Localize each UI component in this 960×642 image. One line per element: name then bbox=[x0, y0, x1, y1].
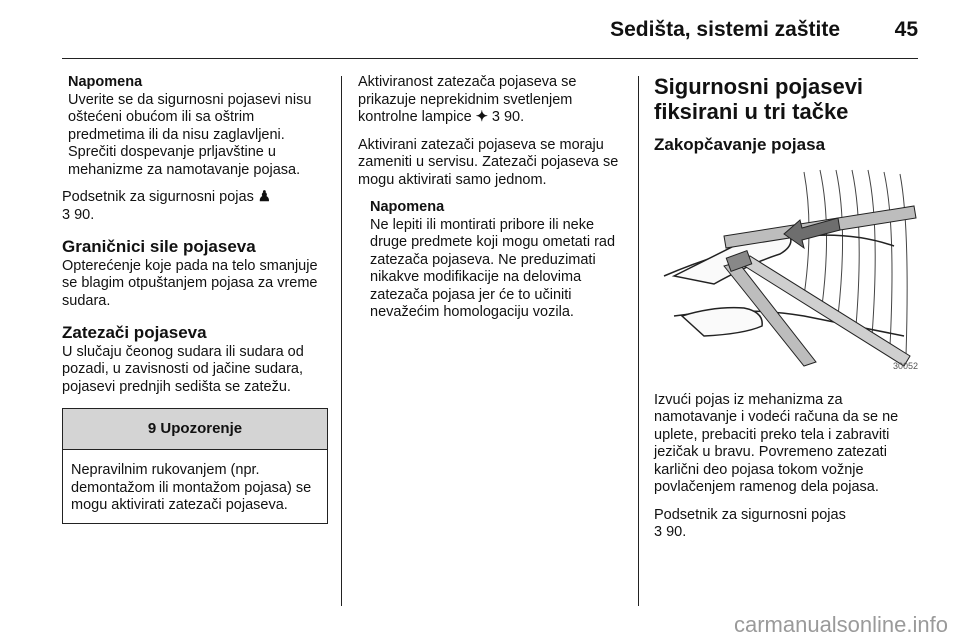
watermark: carmanualsonline.info bbox=[733, 612, 948, 637]
section-text-pretensioners: U slučaju čeonog sudara ili sudara od pozadi, u zavisnosti od jačine sudara, pojasevi prednjih sedišta se zatežu. bbox=[62, 343, 304, 395]
page-number: 45 bbox=[894, 18, 918, 41]
note-title: Napomena bbox=[370, 199, 445, 215]
note-block bbox=[62, 74, 328, 179]
reminder-text: Podsetnik za sigurnosni pojas bbox=[654, 506, 846, 523]
note-title: Napomena bbox=[68, 74, 143, 90]
indicator-text: Aktiviranost zatezača pojaseva se prikazuje neprekidnim svetlenjem kontrolne lampice bbox=[358, 74, 577, 125]
reminder-paragraph bbox=[654, 507, 922, 542]
section-heading-force-limiters: Graničnici sile pojaseva bbox=[62, 237, 256, 256]
note-block bbox=[364, 199, 624, 322]
column-divider-right bbox=[638, 76, 639, 606]
seatbelt-fastening-drawing bbox=[654, 166, 922, 378]
seatbelt-icon: ♟ bbox=[257, 189, 271, 205]
page-reference: 3 90. bbox=[62, 206, 95, 223]
note-text: Uverite se da sigurnosni pojasevi nisu oštećeni obućom ili sa oštrim predmetima ili da nisu zaglavljeni. Sprečiti dospevanje prljavštine u mehanizme za namotavanje pojasa. bbox=[68, 91, 312, 178]
reminder-paragraph bbox=[62, 189, 328, 224]
warning-text: Nepravilnim rukovanjem (npr. demontažom ili montažom pojasa) se mogu aktivirati zatezači pojaseva. bbox=[71, 462, 312, 513]
warning-title: 9 Upozorenje bbox=[63, 409, 327, 450]
warning-box bbox=[62, 408, 328, 524]
reminder-text: Podsetnik za sigurnosni pojas bbox=[62, 189, 254, 205]
column-right bbox=[654, 74, 922, 552]
note-text: Ne lepiti ili montirati pribore ili neke druge predmete koji mogu ometati rad zatezača pojaseva. Ne preduzimati nikakve modifikacije na delovima zatezača pojasa jer će to učiniti nevažećim homologaciju vozila. bbox=[370, 216, 616, 320]
indicator-paragraph bbox=[358, 74, 624, 127]
column-left bbox=[62, 74, 328, 524]
page-reference: 3 90. bbox=[491, 109, 525, 125]
header-rule bbox=[62, 58, 918, 59]
page-header bbox=[62, 14, 918, 54]
page-title: Sedišta, sistemi zaštite bbox=[610, 18, 840, 41]
fastening-instructions: Izvući pojas iz mehanizma za namotavanje i vodeći računa da se ne uplete, prebaciti preko tela i zabraviti jezičak u bravu. Povremeno zatezati karlični deo pojasa tokom vožnje povlačenjem ramenog dela pojasa. bbox=[654, 391, 899, 495]
section-heading-pretensioners: Zatezači pojaseva bbox=[62, 323, 207, 342]
replacement-paragraph: Aktivirani zatezači pojaseva se moraju zameniti u servisu. Zatezači pojaseva se mogu aktivirati samo jednom. bbox=[358, 136, 619, 188]
seatbelt-illustration bbox=[654, 166, 922, 378]
airbag-warning-icon: ✦ bbox=[475, 109, 488, 125]
figure-number: 30052 bbox=[892, 361, 918, 371]
column-middle bbox=[358, 74, 624, 332]
section-text-force-limiters: Opterećenje koje pada na telo smanjuje se blagim otpuštanjem pojasa za vreme sudara. bbox=[62, 257, 318, 309]
section-title: Sigurnosni pojasevi fiksirani u tri tačke bbox=[654, 74, 864, 124]
section-subtitle: Zakopčavanje pojasa bbox=[654, 135, 826, 154]
column-divider-left bbox=[341, 76, 342, 606]
page-reference: 3 90. bbox=[654, 524, 687, 540]
